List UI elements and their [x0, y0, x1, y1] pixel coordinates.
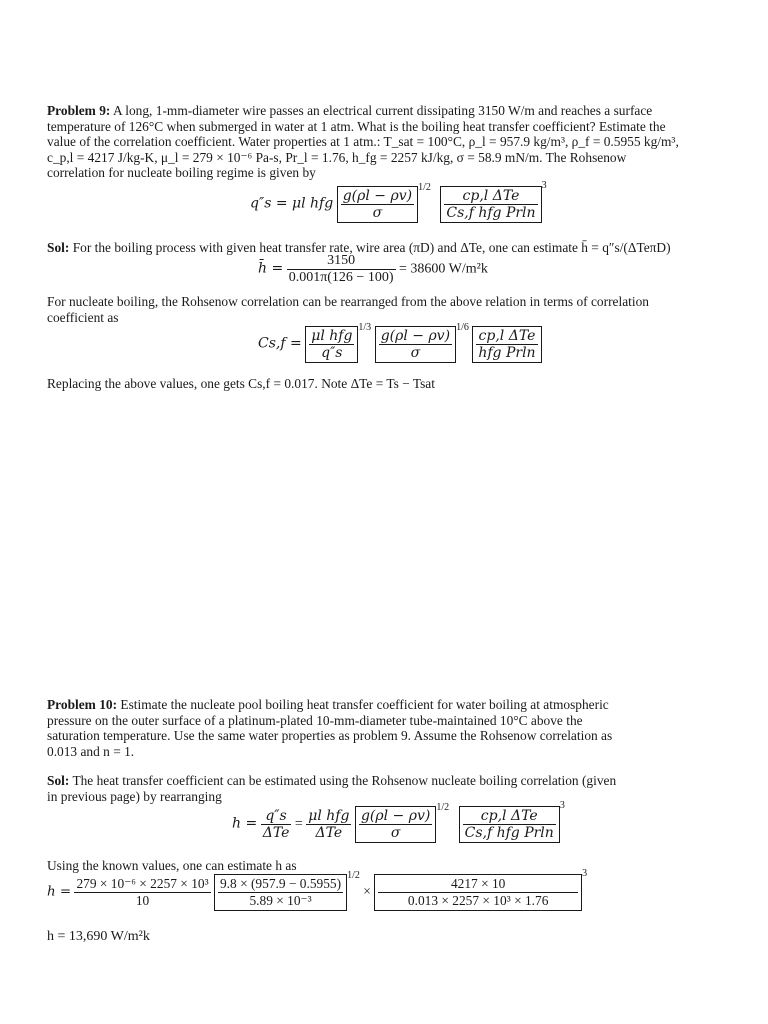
eq3-num1: μl hfg — [311, 328, 353, 344]
eq1-exp1: 1/2 — [418, 182, 431, 194]
eq2-rhs: = 38600 W/m²k — [399, 261, 488, 277]
p10-line-4: 0.013 and n = 1. — [47, 743, 135, 759]
p9-line-4: c_p,l = 4217 J/kg-K, μ_l = 279 × 10⁻⁶ Pa-s, Pr_l = 1.76, h_fg = 2257 kJ/kg, σ = 58.9 mN/m. The Rohsenow — [47, 149, 627, 165]
rearranged-rohsenow-equation: h = $\frac{q''s}{\text{ΔTe}}$ = $\frac{\text{μl hfg}}{\text{ΔTe}}$ $\frac{g(\rho l - \rho v)}{\sigma}$ $^{1/2}$ $\frac{\text{cp,l ΔTe}}{\text{Cs,f hfg Prln}}$ $^3$ — [232, 800, 565, 841]
rohsenow-equation — [250, 180, 547, 223]
correlation-coefficient-equation — [258, 322, 542, 363]
eq2-num: 3150 — [287, 253, 396, 270]
eq1-den1: σ — [372, 205, 383, 221]
eq4-num2: g(ρl − ρv) — [360, 808, 431, 824]
eq1-num2: cp,l ΔTe — [444, 188, 537, 205]
p10-line-3: saturation temperature. Use the same water properties as problem 9. Assume the Rohsenow correlation as — [47, 728, 613, 744]
p10-sol-line-1: The heat transfer coefficient can be estimated using the Rohsenow nucleate boiling correlation (given — [72, 773, 617, 788]
p10-answer: h = 13,690 W/m²k — [47, 929, 150, 944]
p9-line-1: A long, 1-mm-diameter wire passes an electrical current dissipating 3150 W/m and reaches a surface — [112, 103, 653, 118]
eq3-num3: cp,l ΔTe — [476, 328, 537, 345]
problem-10-solution — [47, 773, 727, 804]
p9-line-5: correlation for nucleate boiling regime is given by — [47, 165, 316, 181]
p10-line-1: Estimate the nucleate pool boiling heat transfer coefficient for water boiling at atmospheric — [120, 697, 609, 712]
eq4-f2-num: μl hfg — [308, 808, 350, 824]
eq3-exp1: 1/3 — [358, 322, 372, 334]
problem-10-statement — [47, 697, 727, 759]
eq4-exp2: 3 — [559, 800, 565, 812]
eq5-num1: 279 × 10⁻⁶ × 2257 × 10³ — [76, 876, 209, 891]
eq3-exp2: 1/6 — [456, 322, 469, 334]
problem-9-result — [47, 376, 727, 392]
eq5-den1: 10 — [135, 893, 150, 908]
problem-10-title: Problem 10: — [47, 697, 118, 712]
eq4-den3: Cs,f hfg Prln — [464, 825, 554, 841]
eq5-num3: 4217 × 10 — [378, 876, 578, 893]
p10-sol-label: Sol: — [47, 773, 70, 788]
eq1-exp2: 3 — [541, 180, 547, 192]
eq4-f2-den: ΔTe — [315, 825, 343, 841]
eq3-lhs: Cs,f = — [258, 335, 302, 352]
eq5-den2: 5.89 × 10⁻³ — [249, 893, 312, 908]
eq5-lhs: h = — [47, 884, 72, 900]
eq4-den2: σ — [390, 825, 401, 841]
nb-line-1: For nucleate boiling, the Rohsenow correlation can be rearranged from the above relation in terms of correlation — [47, 294, 649, 309]
p9-result: Replacing the above values, one gets Cs,f = 0.017. Note ΔTe = Ts − Tsat — [47, 376, 435, 391]
heat-transfer-coefficient-equation — [258, 253, 488, 286]
nucleate-boiling-text — [47, 294, 727, 325]
eq1-den2: Cs,f hfg Prln — [446, 205, 536, 221]
p10-line-2: pressure on the outer surface of a platinum-plated 10-mm-diameter tube-maintained 10°C above the — [47, 712, 583, 728]
eq4-f1-den: ΔTe — [262, 825, 290, 841]
p9-sol-label: Sol: — [47, 240, 70, 255]
eq4-exp1: 1/2 — [436, 802, 450, 814]
eq5-exp2: 3 — [582, 868, 588, 880]
nb-line-2: coefficient as — [47, 309, 119, 325]
p9-line-2: temperature of 126°C when submerged in water at 1 atm. What is the boiling heat transfer coefficient? Estimate the — [47, 118, 666, 134]
problem-9-title: Problem 9: — [47, 103, 111, 118]
p9-line-3: value of the correlation coefficient. Water properties at 1 atm.: T_sat = 100°C, ρ_l = 957.9 kg/m³, ρ_f = 0.5955 kg/m³, — [47, 134, 679, 150]
eq1-num1: g(ρl − ρv) — [342, 188, 413, 204]
using-known-values-text — [47, 858, 727, 874]
eq1-lhs: q″s = μl hfg — [250, 195, 334, 212]
p10-sol-line-2: in previous page) by rearranging — [47, 788, 222, 804]
numeric-substitution-equation — [47, 868, 588, 911]
problem-9-statement — [47, 103, 727, 181]
eq2-lhs: h̄ = — [258, 260, 284, 277]
eq4-lhs: h = — [232, 815, 258, 832]
eq3-num2: g(ρl − ρv) — [380, 328, 451, 344]
eq3-den1: q″s — [321, 345, 343, 361]
eq5-exp1: 1/2 — [347, 870, 360, 882]
eq4-num3: cp,l ΔTe — [463, 808, 556, 825]
p9-sol-text: For the boiling process with given heat transfer rate, wire area (πD) and ΔTe, one can estimate h̄ = q″s/(ΔTeπD) — [72, 240, 671, 255]
eq3-den2: σ — [410, 345, 421, 361]
eq5-den3: 0.013 × 2257 × 10³ × 1.76 — [407, 893, 549, 908]
eq4-f1-num: q″s — [261, 808, 292, 825]
final-answer — [47, 929, 150, 945]
p10-using: Using the known values, one can estimate h as — [47, 858, 297, 873]
eq5-num2: 9.8 × (957.9 − 0.5955) — [219, 876, 342, 891]
eq2-den: 0.001π(126 − 100) — [288, 270, 394, 285]
eq5-times: × — [363, 883, 371, 899]
eq3-den3: hfg Prln — [478, 345, 536, 361]
